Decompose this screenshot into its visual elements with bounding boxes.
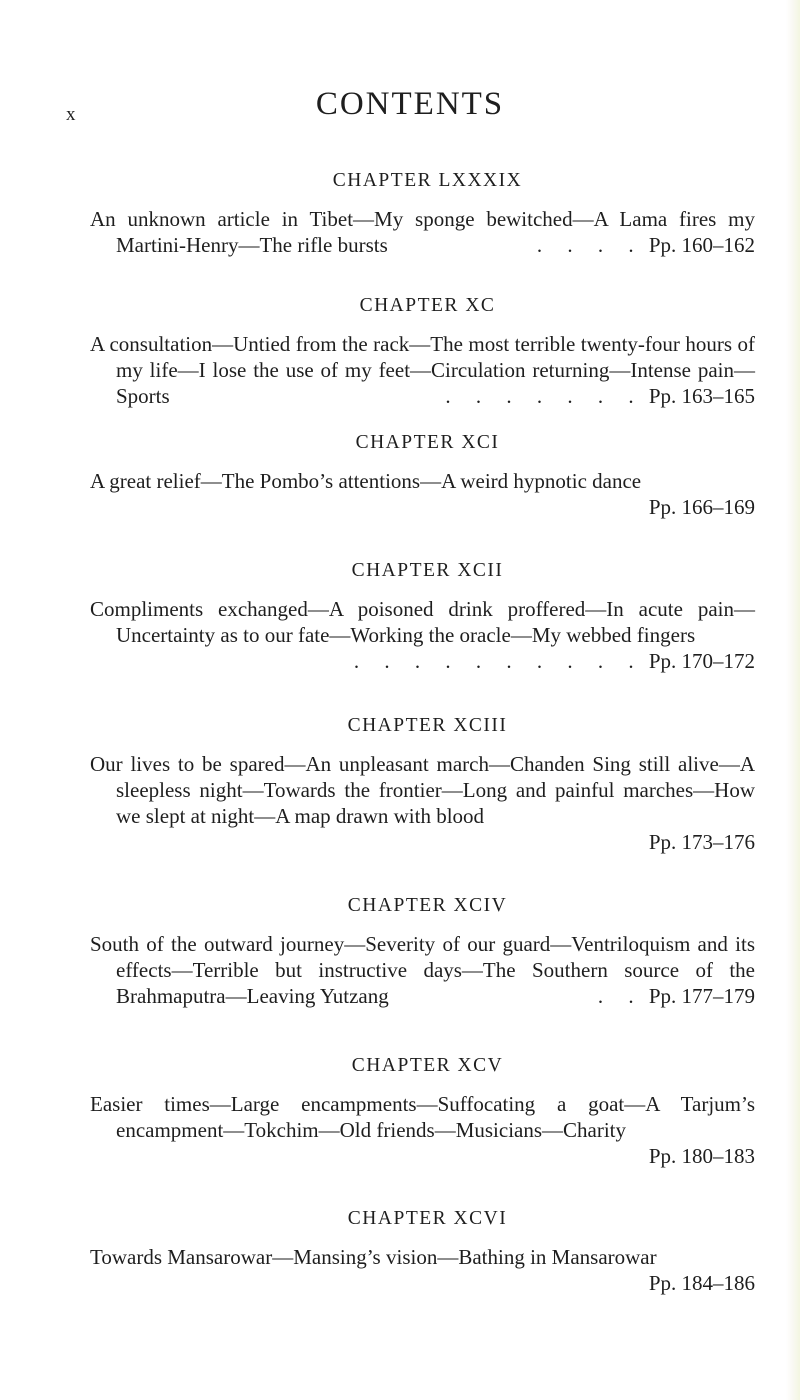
- chapter-pages: Pp. 173–176: [648, 830, 755, 854]
- chapter-pages: Pp. 177–179: [648, 984, 755, 1008]
- chapter-summary: A consultation—Untied from the rack—The most terrible twenty-four hours of my life—I lose the use of my feet—Circulation returning—Intense pain—Sports . . . . . . . Pp. 163–165: [90, 332, 755, 408]
- chapter-pages: Pp. 184–186: [648, 1271, 755, 1295]
- running-head: CONTENTS: [315, 86, 505, 122]
- chapter-summary: A great relief—The Pombo’s attentions—A weird hypnotic dance: [90, 469, 642, 493]
- chapter-title: CHAPTER XCIII: [347, 715, 508, 736]
- chapter-entry: [90, 432, 755, 520]
- chapter-entry: [90, 715, 755, 855]
- chapter-summary: Towards Mansarowar—Mansing’s vision—Bathing in Mansarowar: [90, 1245, 657, 1269]
- chapter-entry: [90, 1055, 755, 1169]
- page-number: x: [66, 104, 77, 125]
- chapter-title: CHAPTER XC: [359, 295, 496, 316]
- chapter-title: CHAPTER XCV: [351, 1055, 504, 1076]
- chapter-summary: Our lives to be spared—An unpleasant march—Chanden Sing still alive—A sleepless night—Towards the frontier—Long and painful marches—How we slept at night—A map drawn with blood: [90, 752, 755, 828]
- chapter-entry: [90, 895, 755, 1009]
- chapter-pages: Pp. 180–183: [648, 1144, 755, 1168]
- chapter-entry: [90, 170, 755, 258]
- chapter-entry: [90, 295, 755, 409]
- chapter-entry: [90, 560, 755, 674]
- chapter-summary: An unknown article in Tibet—My sponge bewitched—A Lama fires my Martini-Henry—The rifle bursts . . . . Pp. 160–162: [90, 207, 755, 257]
- chapter-title: CHAPTER XCVI: [347, 1208, 508, 1229]
- page-edge-stain: [786, 0, 800, 1400]
- chapter-pages: Pp. 163–165: [648, 384, 755, 408]
- chapter-title: CHAPTER LXXXIX: [332, 170, 523, 191]
- chapter-pages: Pp. 170–172: [648, 649, 755, 673]
- chapter-title: CHAPTER XCIV: [347, 895, 508, 916]
- chapter-summary: Compliments exchanged—A poisoned drink proffered—In acute pain—Uncertainty as to our fate—Working the oracle—My webbed fingers . . . . . . . . . . Pp. 170–172: [90, 597, 755, 673]
- chapter-pages: Pp. 166–169: [648, 495, 755, 519]
- chapter-pages: Pp. 160–162: [648, 233, 755, 257]
- chapter-summary: South of the outward journey—Severity of our guard—Ventriloquism and its effects—Terrible but instructive days—The Southern source of the Brahmaputra—Leaving Yutzang . . Pp. 177–179: [90, 932, 755, 1008]
- chapter-summary: Easier times—Large encampments—Suffocating a goat—A Tarjum’s encampment—Tokchim—Old friends—Musicians—Charity: [90, 1092, 755, 1142]
- chapter-title: CHAPTER XCI: [355, 432, 500, 453]
- chapter-entry: [90, 1208, 755, 1296]
- chapter-title: CHAPTER XCII: [351, 560, 504, 581]
